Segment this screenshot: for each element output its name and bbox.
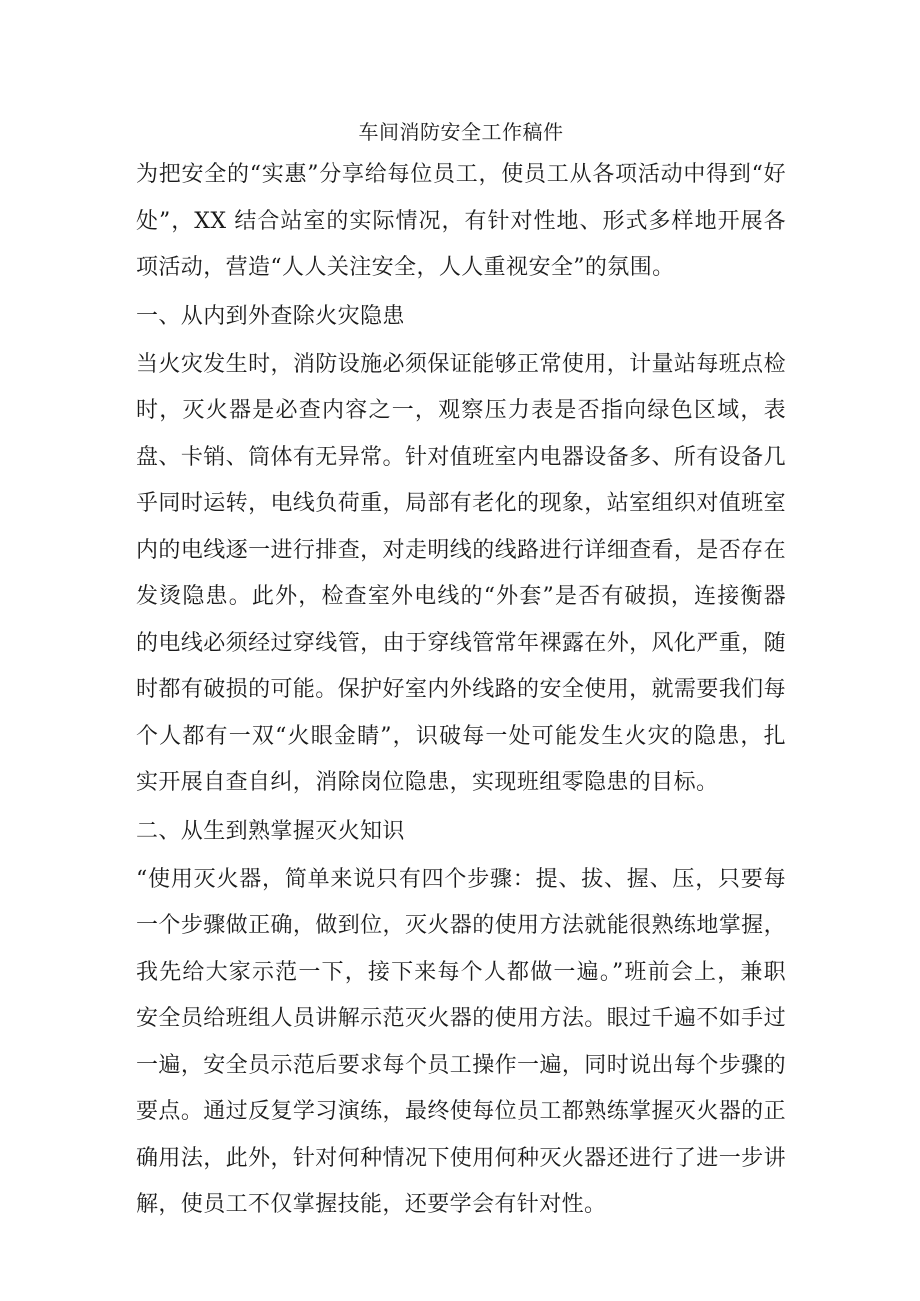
section-1-paragraph: 当火灾发生时，消防设施必须保证能够正常使用，计量站每班点检时，灭火器是必查内容之一，观察压力表是否指向绿色区域，表盘、卡销、筒体有无异常。针对值班室内电器设备多、所有设备几乎同时运转，电线负荷重，局部有老化的现象，站室组织对值班室内的电线逐一进行排查，对走明线的线路进行详细查看，是否存在发烫隐患。此外，检查室外电线的“外套”是否有破损，连接衡器的电线必须经过穿线管，由于穿线管常年裸露在外，风化严重，随时都有破损的可能。保护好室内外线路的安全使用，就需要我们每个人都有一双“火眼金睛”，识破每一处可能发生火灾的隐患，扎实开展自查自纠，消除岗位隐患，实现班组零隐患的目标。 [136,351,786,795]
section-2-paragraph: “使用灭火器，简单来说只有四个步骤：提、拔、握、压，只要每一个步骤做正确，做到位，灭火器的使用方法就能很熟练地掌握，我先给大家示范一下，接下来每个人都做一遍。”班前会上，兼职安全员给班组人员讲解示范灭火器的使用方法。眼过千遍不如手过一遍，安全员示范后要求每个员工操作一遍，同时说出每个步骤的要点。通过反复学习演练，最终使每位员工都熟练掌握灭火器的正确用法，此外，针对何种情况下使用何种灭火器还进行了进一步讲解，使员工不仅掌握技能，还要学会有针对性。 [136,866,786,1217]
document-title: 车间消防安全工作稿件 [358,120,564,144]
section-2-heading: 二、从生到熟掌握灭火知识 [136,818,405,844]
section-1-heading: 一、从内到外查除火灾隐患 [136,303,405,329]
document-body [136,112,786,1229]
intro-paragraph: 为把安全的“实惠”分享给每位员工，使员工从各项活动中得到“好处”，XX 结合站室的实际情况，有针对性地、形式多样地开展各项活动，营造“人人关注安全，人人重视安全”的氛围。 [136,162,786,280]
